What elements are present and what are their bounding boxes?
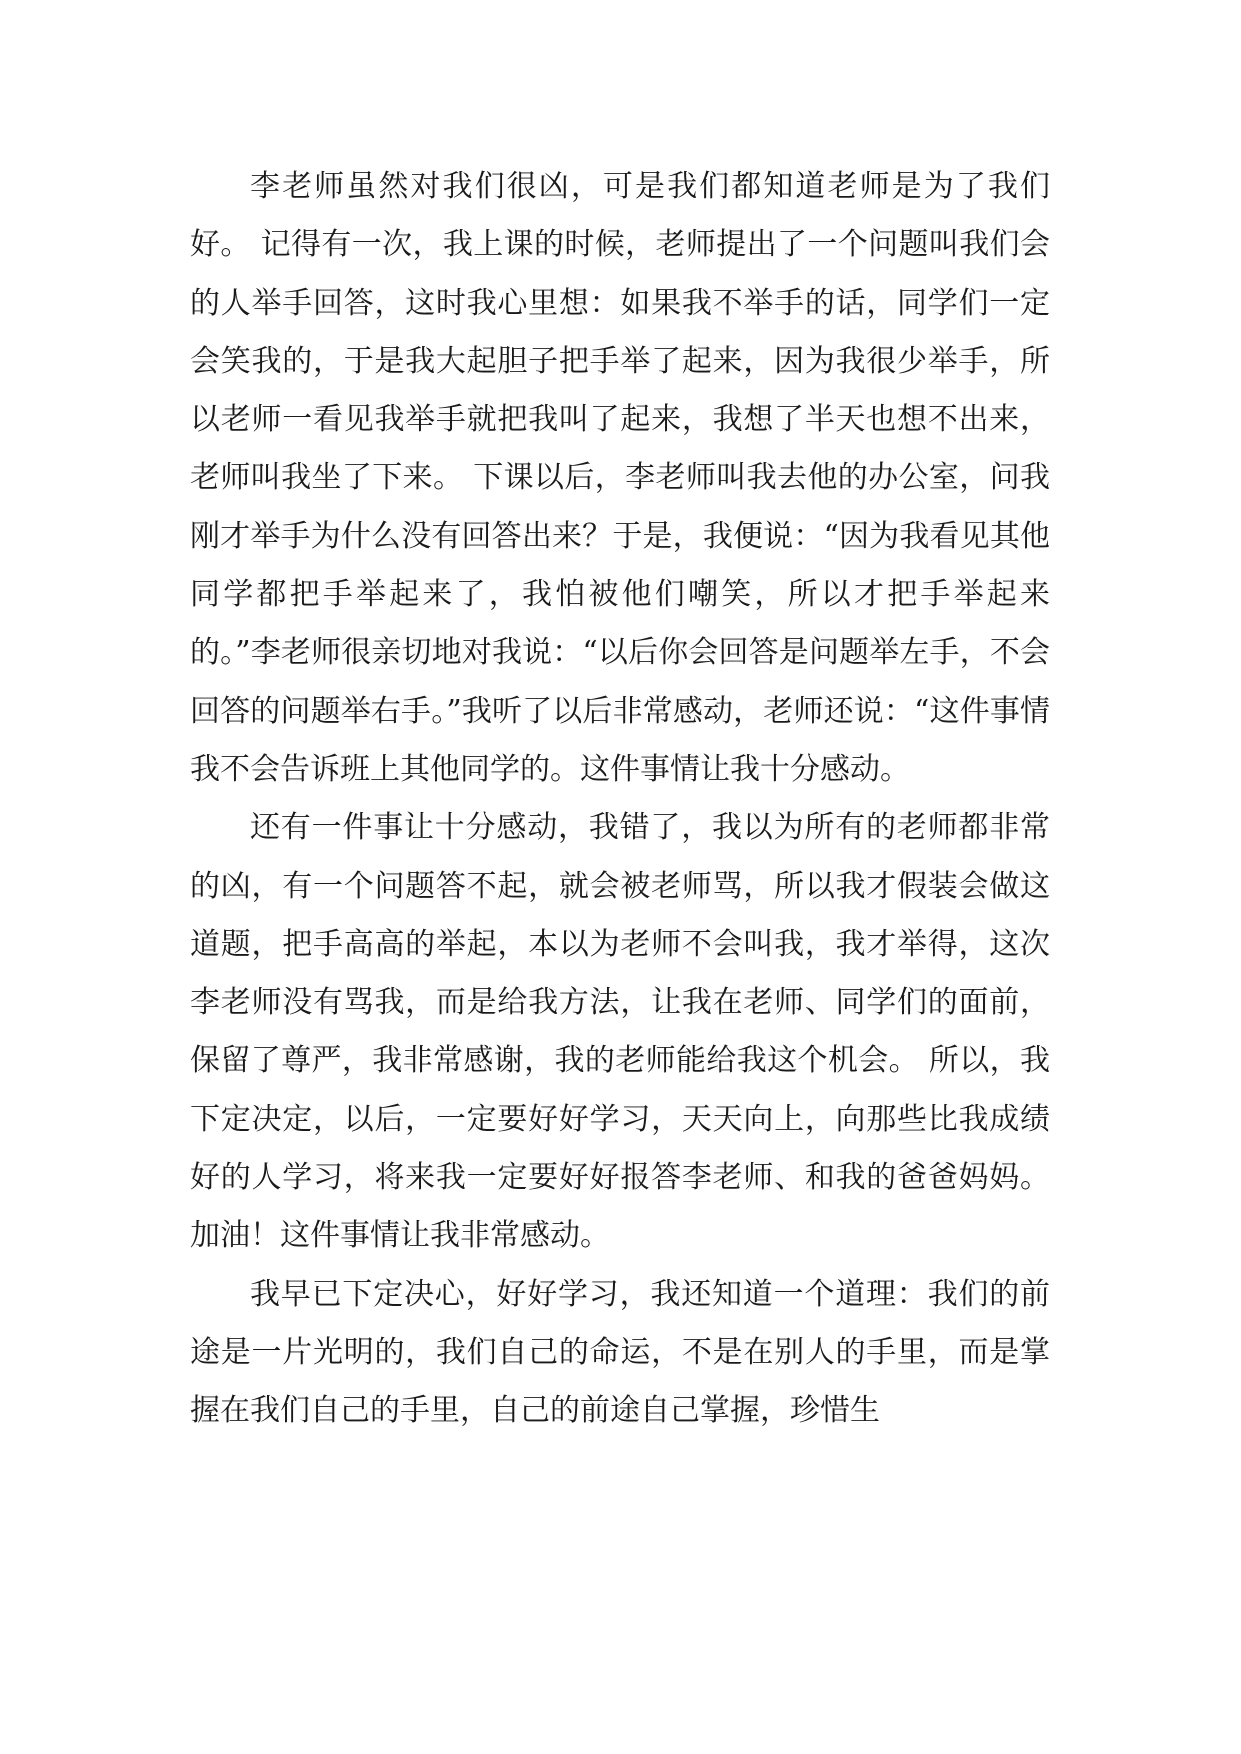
paragraph-1: 李老师虽然对我们很凶，可是我们都知道老师是为了我们好。 记得有一次，我上课的时候，老师提出了一个问题叫我们会的人举手回答，这时我心里想：如果我不举手的话，同学们一定会笑我的，于是我大起胆子把手举了起来，因为我很少举手，所以老师一看见我举手就把我叫了起来，我想了半天也想不出来，老师叫我坐了下来。 下课以后，李老师叫我去他的办公室，问我刚才举手为什么没有回答出来？于是，我便说：“因为我看见其他同学都把手举起来了，我怕被他们嘲笑，所以才把手举起来的。”李老师很亲切地对我说：“以后你会回答是问题举左手，不会回答的问题举右手。”我听了以后非常感动，老师还说：“这件事情我不会告诉班上其他同学的。这件事情让我十分感动。 (190, 169, 1050, 787)
document-body (190, 158, 1050, 1441)
paragraph-2: 还有一件事让十分感动，我错了，我以为所有的老师都非常的凶，有一个问题答不起，就会被老师骂，所以我才假装会做这道题，把手高高的举起，本以为老师不会叫我，我才举得，这次李老师没有骂我，而是给我方法，让我在老师、同学们的面前，保留了尊严，我非常感谢，我的老师能给我这个机会。 所以，我下定决定，以后，一定要好好学习，天天向上，向那些比我成绩好的人学习，将来我一定要好好报答李老师、和我的爸爸妈妈。加油！这件事情让我非常感动。 (190, 810, 1050, 1254)
paragraph-3: 我早已下定决心，好好学习，我还知道一个道理：我们的前途是一片光明的，我们自己的命运，不是在别人的手里，而是掌握在我们自己的手里，自己的前途自己掌握，珍惜生 (190, 1276, 1050, 1429)
